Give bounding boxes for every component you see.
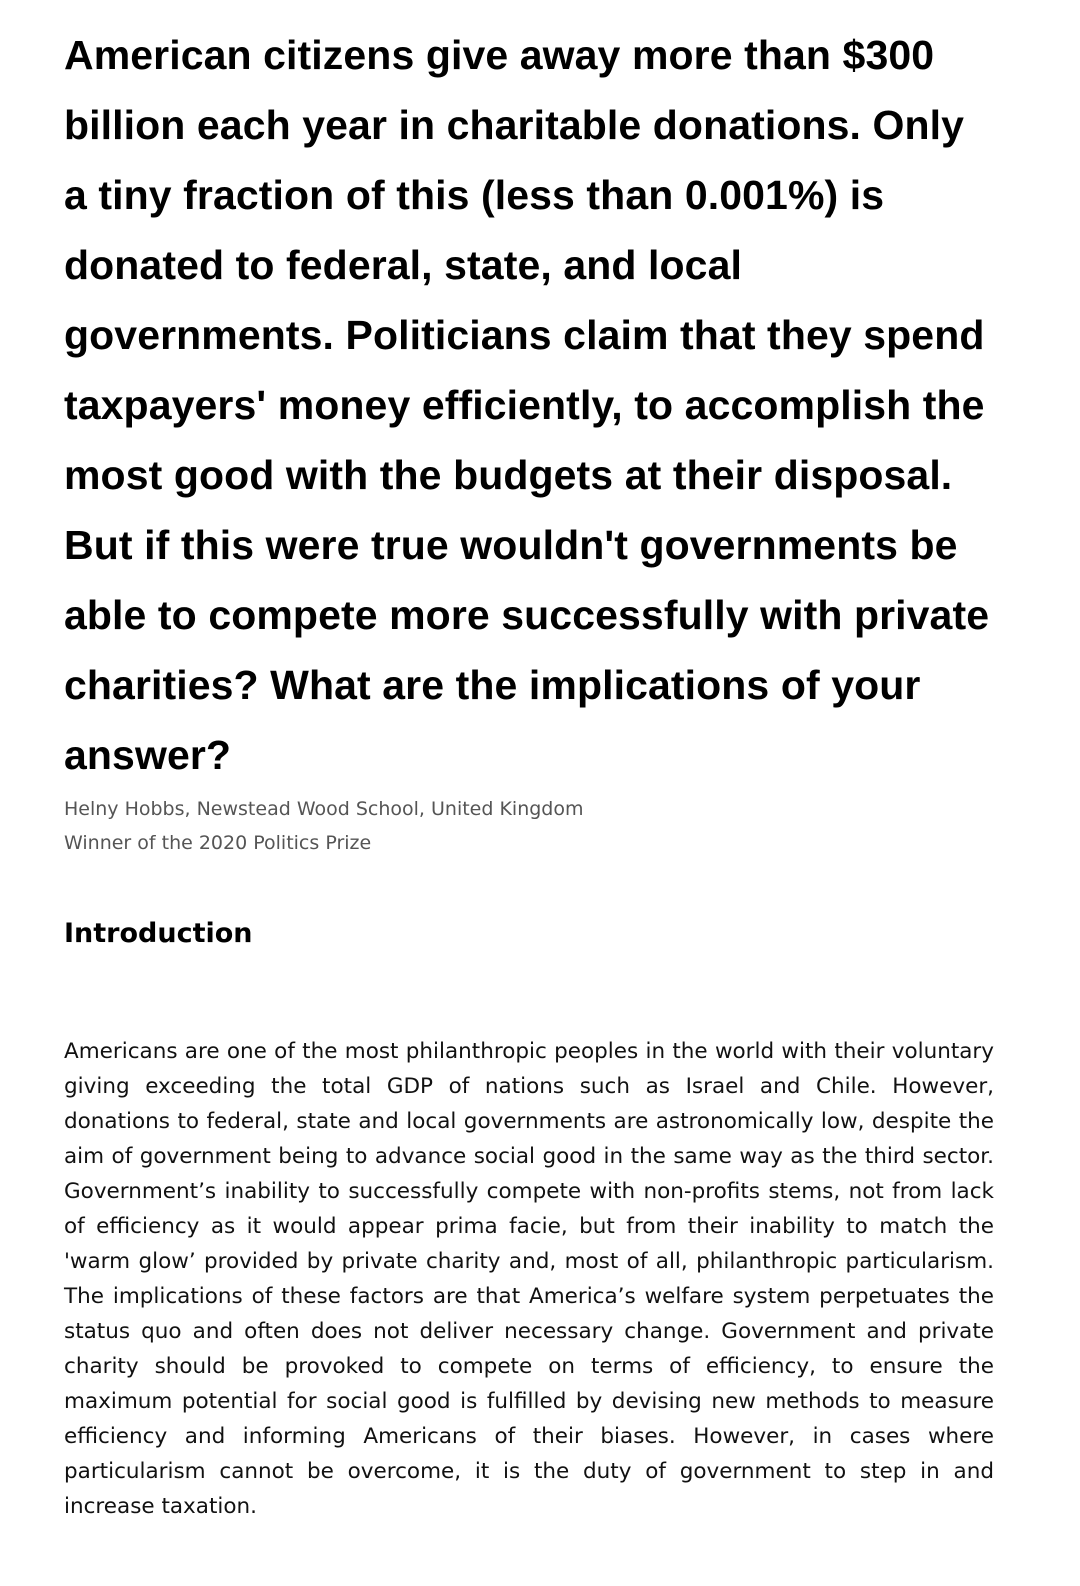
byline [64, 792, 994, 860]
award-line: Winner of the 2020 Politics Prize [64, 832, 372, 854]
section-heading: Introduction [64, 918, 253, 949]
document-page [64, 20, 994, 1524]
author-line: Helny Hobbs, Newstead Wood School, United Kingdom [64, 798, 584, 820]
introduction-paragraph: Americans are one of the most philanthropic peoples in the world with their voluntary giving exceeding the total GDP of nations such as Israel and Chile. However, donations to federal, state and local governments are astronomically low, despite the aim of government being to advance social good in the same way as the third sector. Government’s inability to successfully compete with non-profits stems, not from lack of efficiency as it would appear prima facie, but from their inability to match the 'warm glow’ provided by private charity and, most of all, philanthropic particularism. The implications of these factors are that America’s welfare system perpetuates the status quo and often does not deliver necessary change. Government and private charity should be provoked to compete on terms of efficiency, to ensure the maximum potential for social good is fulfilled by devising new methods to measure efficiency and informing Americans of their biases. However, in cases where particularism cannot be overcome, it is the duty of government to step in and increase taxation. [64, 1039, 994, 1519]
essay-title: American citizens give away more than $300 billion each year in charitable donations. Only a tiny fraction of this (less than 0.001%) is donated to federal, state, and local governments. Politicians claim that they spend taxpayers' money efficiently, to accomplish the most good with the budgets at their disposal. But if this were true wouldn't governments be able to compete more successfully with private charities? What are the implications of your answer? [64, 32, 990, 778]
